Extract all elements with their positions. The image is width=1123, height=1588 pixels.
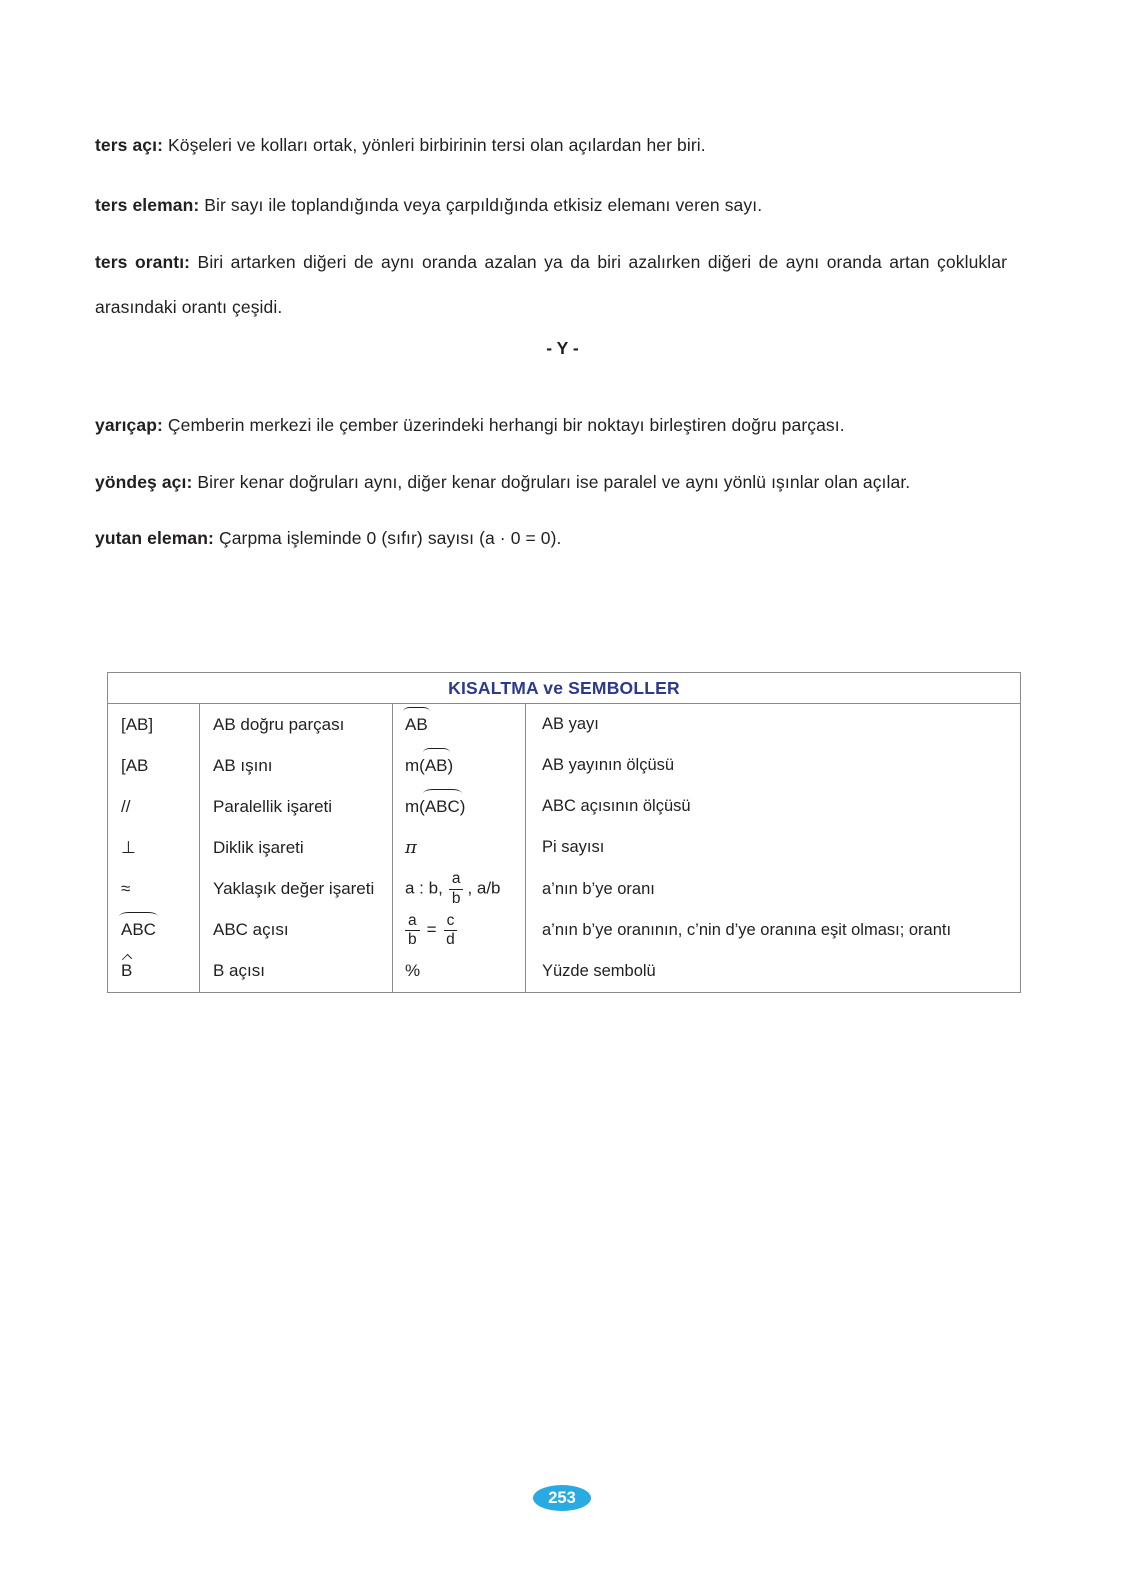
symbol-measure-angle-abc: m(ABC) (405, 796, 466, 816)
table-row (108, 745, 1020, 786)
symbol-meaning: AB yayının ölçüsü (542, 756, 675, 775)
glossary-entry (95, 194, 1030, 217)
symbol-proportion (405, 913, 457, 949)
symbol-meaning: AB doğru parçası (213, 714, 345, 734)
symbol-arc-ab: AB (405, 714, 428, 734)
glossary-entry (95, 414, 1030, 437)
table-row (108, 910, 1020, 951)
symbol-meaning: AB yayı (542, 715, 599, 734)
glossary-term: yöndeş açı: (95, 471, 193, 492)
glossary-entry (95, 527, 1030, 550)
table-row (108, 827, 1020, 868)
fraction-a-b: $\frac{a}{b}$ (449, 871, 464, 907)
table-row (108, 869, 1020, 910)
symbol-ratio-forms: a : b, $\frac{a}{b}$ , a/b (405, 870, 501, 907)
symbol-meaning: Yüzde sembolü (542, 961, 656, 980)
equals-sign: = (426, 919, 437, 939)
glossary-definition: Köşeleri ve kolları ortak, yönleri birbirinin tersi olan açılardan her biri. (168, 134, 706, 155)
page-number-badge (533, 1485, 591, 1511)
glossary-entry (95, 471, 1030, 494)
symbol-meaning: Paralellik işareti (213, 796, 333, 816)
symbol-meaning: AB ışını (213, 755, 273, 775)
symbol-meaning: B açısı (213, 961, 265, 981)
glossary-entry (95, 134, 1030, 157)
symbol-meaning: ABC açısının ölçüsü (542, 797, 691, 816)
symbol-measure-arc-ab: m(AB) (405, 755, 454, 775)
symbol-angle-abc: ABC (121, 920, 156, 940)
glossary-definition: Birer kenar doğruları aynı, diğer kenar doğruları ise paralel ve aynı yönlü ışınlar olan açılar. (197, 471, 911, 492)
glossary-definition: Biri artarken diğeri de aynı oranda azalan ya da biri azalırken diğeri de aynı oranda artan çokluklar arasındaki orantı çeşidi. (95, 251, 1008, 317)
symbol-meaning: Pi sayısı (542, 838, 605, 857)
table-row (108, 786, 1020, 827)
glossary-term: ters eleman: (95, 194, 200, 215)
glossary-definition: Bir sayı ile toplandığında veya çarpıldığında etkisiz elemanı veren sayı. (204, 194, 763, 215)
symbol-meaning: a’nın b’ye oranının, c’nin d’ye oranına eşit olması; orantı (542, 920, 952, 939)
symbol-meaning: Yaklaşık değer işareti (213, 879, 375, 899)
symbols-table-body (108, 704, 1020, 992)
symbol-meaning: Diklik işareti (213, 837, 304, 857)
symbol-segment-ab: [AB] (121, 714, 154, 734)
glossary-definition: Çemberin merkezi ile çember üzerindeki herhangi bir noktayı birleştiren doğru parçası. (167, 414, 845, 435)
symbol-meaning: ABC açısı (213, 920, 289, 940)
symbol-angle-b: B (121, 961, 133, 981)
table-row (108, 951, 1020, 992)
symbol-pi: π (405, 837, 417, 859)
symbol-approx: ≈ (121, 879, 131, 899)
fraction-c-d: $\frac{c}{d}$ (444, 913, 458, 949)
glossary-term: yarıçap: (95, 414, 163, 435)
page-number: 253 (548, 1488, 576, 1507)
symbol-meaning: a’nın b’ye oranı (542, 879, 655, 898)
symbol-perpendicular: ⊥ (121, 837, 136, 857)
glossary-entry (95, 240, 1007, 330)
symbol-ray-ab: [AB (121, 755, 149, 775)
symbol-parallel: // (121, 796, 131, 816)
section-divider-y: - Y - (546, 338, 579, 358)
fraction-a-b: $\frac{a}{b}$ (405, 913, 420, 949)
symbol-percent: % (405, 961, 421, 981)
glossary-definition: Çarpma işleminde 0 (sıfır) sayısı (a · 0 = 0). (218, 527, 562, 548)
symbols-table (107, 672, 1021, 993)
table-row (108, 704, 1020, 745)
glossary-term: ters orantı: (95, 251, 191, 272)
glossary-term: yutan eleman: (95, 527, 214, 548)
glossary-term: ters açı: (95, 134, 164, 155)
symbols-table-title: KISALTMA ve SEMBOLLER (108, 673, 1020, 704)
